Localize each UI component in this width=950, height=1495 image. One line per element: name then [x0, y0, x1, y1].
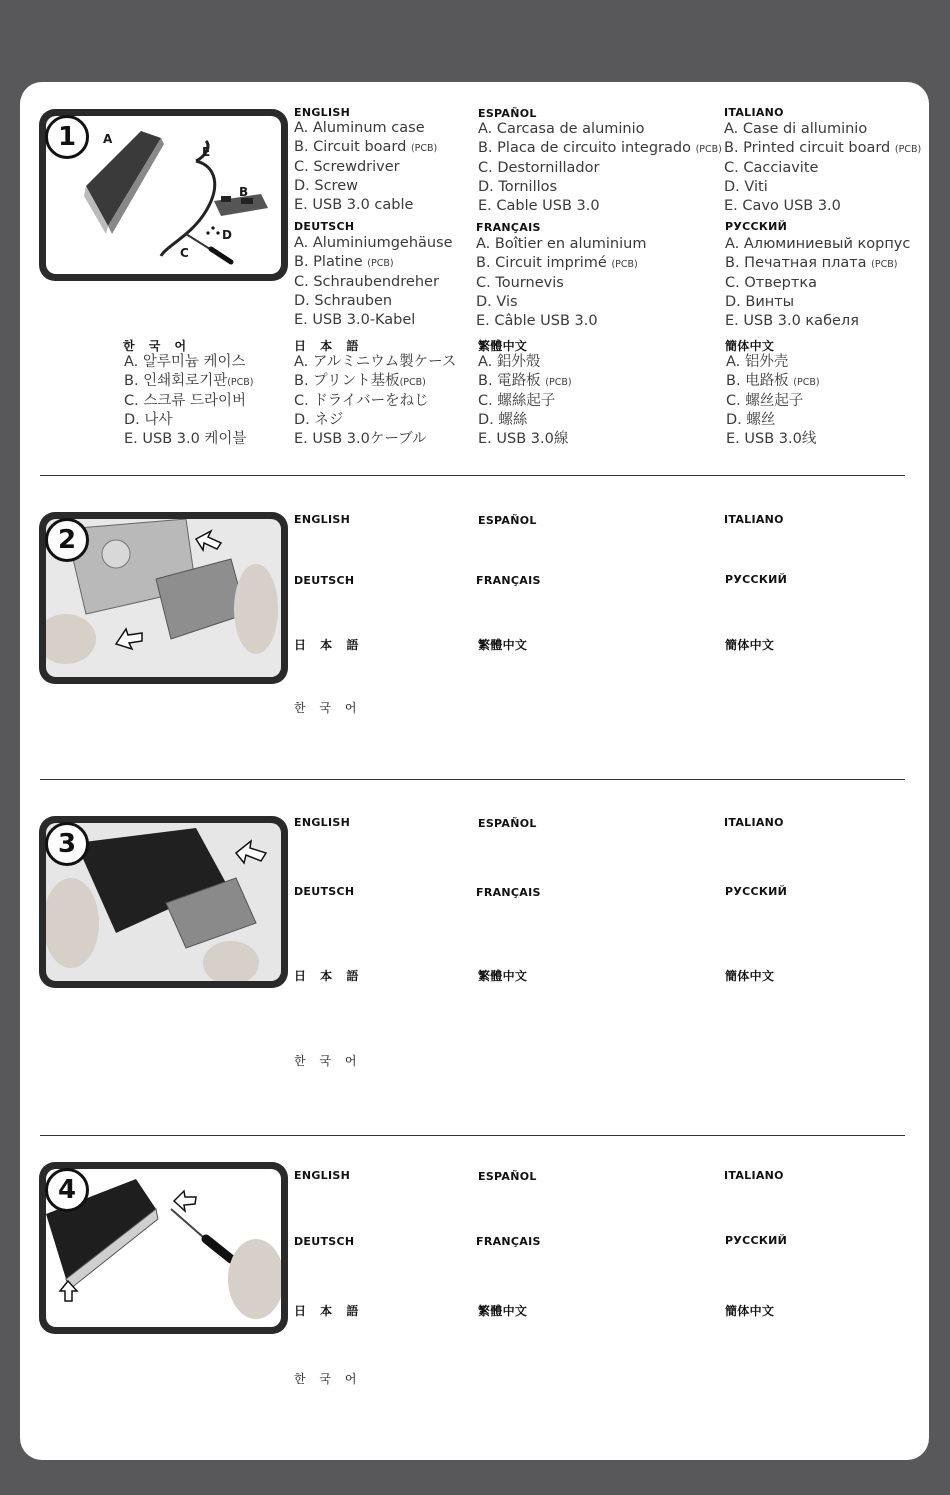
lang-header-francais: FRANÇAIS	[476, 574, 541, 587]
lang-header-trad-chinese: 繁體中文	[478, 969, 528, 983]
lang-header-japanese: 日 本 語	[294, 638, 364, 652]
step2-photo	[39, 512, 288, 684]
lang-header-espanol: ESPAÑOL	[478, 817, 537, 830]
parts-list-italiano: A. Case di alluminio B. Printed circuit board (PCB) C. Cacciavite D. Viti E. Cavo USB 3.0	[724, 121, 922, 214]
lang-header-japanese: 日 本 語	[294, 969, 364, 983]
lang-header-espanol: ESPAÑOL	[478, 1170, 537, 1183]
step3-photo	[39, 816, 288, 988]
lang-header-english: ENGLISH	[294, 106, 351, 119]
lang-header-italiano: ITALIANO	[724, 513, 784, 526]
lang-header-francais: FRANÇAIS	[476, 221, 541, 234]
callout-a: A	[103, 132, 113, 146]
lang-header-trad-chinese: 繁體中文	[478, 1304, 528, 1318]
hand-drawing	[228, 1239, 281, 1319]
hand-drawing	[234, 564, 278, 654]
lang-header-francais: FRANÇAIS	[476, 1235, 541, 1248]
step4-photo	[39, 1162, 288, 1334]
step-number-badge: 3	[45, 822, 89, 866]
step-number-badge: 2	[45, 518, 89, 562]
lang-header-italiano: ITALIANO	[724, 1169, 784, 1182]
callout-b: B	[239, 185, 249, 199]
parts-list-francais: A. Boîtier en aluminium B. Circuit imprimé (PCB) C. Tournevis D. Vis E. Câble USB 3.0	[476, 236, 647, 329]
lang-header-simp-chinese: 簡体中文	[725, 1304, 775, 1318]
lang-header-italiano: ITALIANO	[724, 106, 784, 119]
lang-header-english: ENGLISH	[294, 816, 351, 829]
lang-header-korean: 한 국 어	[123, 339, 192, 353]
lang-header-korean: 한 국 어	[294, 701, 362, 715]
parts-list-russian: A. Алюминиевый корпус B. Печатная плата (PCB) C. Отвертка D. Винты E. USB 3.0 кабеля	[725, 236, 911, 329]
lang-header-simp-chinese: 簡体中文	[725, 339, 775, 353]
lang-header-deutsch: DEUTSCH	[294, 885, 355, 898]
lang-header-italiano: ITALIANO	[724, 816, 784, 829]
parts-list-simp-chinese: A. 铝外壳 B. 电路板 (PCB) C. 螺丝起子 D. 螺丝 E. USB 3.0线	[726, 354, 820, 447]
lang-header-francais: FRANÇAIS	[476, 886, 541, 899]
lang-header-russian: РУССКИЙ	[725, 1234, 788, 1247]
lang-header-deutsch: DEUTSCH	[294, 220, 355, 233]
callout-d: D	[222, 228, 232, 242]
lang-header-korean: 한 국 어	[294, 1054, 362, 1068]
lang-header-trad-chinese: 繁體中文	[478, 339, 528, 353]
step-number-badge: 1	[45, 115, 89, 159]
parts-list-english: A. Aluminum case B. Circuit board (PCB) C. Screwdriver D. Screw E. USB 3.0 cable	[294, 120, 438, 213]
lang-header-japanese: 日 本 語	[294, 1304, 364, 1318]
aluminum-case-drawing	[84, 131, 164, 234]
lang-header-english: ENGLISH	[294, 513, 351, 526]
section-divider	[40, 475, 905, 476]
lang-header-simp-chinese: 簡体中文	[725, 638, 775, 652]
parts-list-korean: A. 알루미늄 케이스 B. 인쇄회로기판(PCB) C. 스크류 드라이버 D. 나사 E. USB 3.0 케이블	[124, 354, 254, 447]
lang-header-espanol: ESPAÑOL	[478, 107, 537, 120]
section-divider	[40, 1135, 905, 1136]
lang-header-english: ENGLISH	[294, 1169, 351, 1182]
callout-e: E	[202, 145, 211, 159]
step1-illustration	[39, 109, 288, 281]
arrow-icon	[174, 1191, 196, 1211]
lang-header-deutsch: DEUTSCH	[294, 1235, 355, 1248]
lang-header-espanol: ESPAÑOL	[478, 514, 537, 527]
lang-header-korean: 한 국 어	[294, 1372, 362, 1386]
lang-header-russian: РУССКИЙ	[725, 573, 788, 586]
parts-list-trad-chinese: A. 鋁外殼 B. 電路板 (PCB) C. 螺絲起子 D. 螺絲 E. USB 3.0線	[478, 354, 572, 447]
section-divider	[40, 779, 905, 780]
lang-header-trad-chinese: 繁體中文	[478, 638, 528, 652]
lang-header-russian: РУССКИЙ	[725, 885, 788, 898]
arrow-icon	[236, 841, 266, 863]
lang-header-deutsch: DEUTSCH	[294, 574, 355, 587]
lang-header-simp-chinese: 簡体中文	[725, 969, 775, 983]
lang-header-russian: РУССКИЙ	[725, 220, 788, 233]
usb-cable-drawing	[161, 161, 215, 256]
step-number-badge: 4	[45, 1168, 89, 1212]
parts-list-deutsch: A. Aluminiumgehäuse B. Platine (PCB) C. Schraubendreher D. Schrauben E. USB 3.0-Kabel	[294, 235, 453, 328]
arrow-icon	[196, 531, 221, 550]
parts-list-japanese: A. アルミニウム製ケース B. プリント基板(PCB) C. ドライバーをねじ D. ネジ E. USB 3.0ケーブル	[294, 354, 457, 447]
lang-header-japanese: 日 本 語	[294, 339, 364, 353]
hand-drawing	[46, 878, 99, 968]
parts-list-espanol: A. Carcasa de aluminio B. Placa de circuito integrado (PCB) C. Destornillador D. Tornillos E. Cable USB 3.0	[478, 121, 722, 214]
callout-c: C	[180, 246, 189, 260]
